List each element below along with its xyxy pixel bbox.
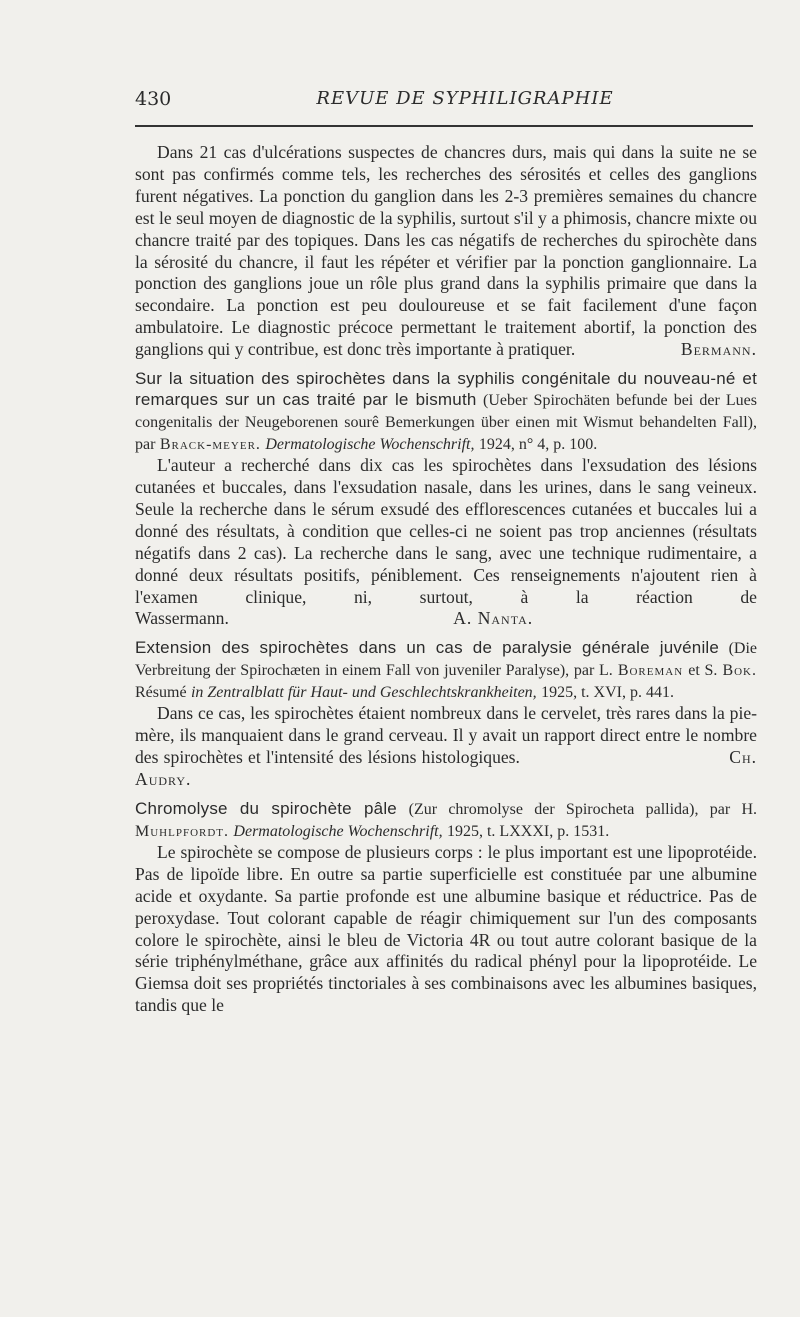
article-1-text: L'auteur a recherché dans dix cas les spirochètes dans l'exsudation des lésions cutanées et buccales, dans l'exsudation nasale, dans les urines, dans le sang veineux. Seule la recherche dans le sérum exsudé des efflorescences cutanées et buccales lui a donné des résultats, à condition que celles-ci ne soient pas trop anciennes (résultats négatifs dans 2 cas). La recherche dans le sang, avec une technique rudimentaire, a donné deux résultats positifs, péniblement. Ces renseignements n'ajoutent rien à l'examen clinique, ni, surtout, à la réaction de Wassermann. (135, 455, 757, 629)
article-2-title: Extension des spirochètes dans un cas de paralysie générale juvénile (135, 638, 720, 658)
intro-signature: Bermann. (680, 339, 757, 360)
header-rule (135, 125, 753, 127)
article-1-body (135, 455, 757, 630)
article-1-original-title: (Ueber Spirochäten befunde bei der Lues congenitalis der Neugeborenen sourê Bemerkungen über einen mit Wismut behandelten Fall), par (135, 392, 757, 454)
article-2-original-title: (Die Verbreitung der Spirochæten in einem Fall von juveniler Paralyse), par L. (135, 640, 758, 680)
page-body (135, 142, 757, 1017)
article-2-head (135, 637, 757, 703)
page-header (135, 88, 755, 118)
article-2-author-sep: et S. (688, 662, 718, 680)
intro-text: Dans 21 cas d'ulcérations suspectes de chancres durs, mais qui dans la suite ne se sont pas confirmés comme tels, les recherches des sérosités et celles des ganglions furent négatives. La ponction du ganglion dans les 2-3 premières semaines du chancre est le seul moyen de diagnostic de la syphilis, surtout s'il y a phimosis, chancre mixte ou chancre traité par des topiques. Dans les cas négatifs de recherches du spirochète dans la sérosité du chancre, il faut les répéter et vérifier par la ponction ganglionnaire. La ponction des ganglions joue un rôle plus grand dans la syphilis primaire que dans la secondaire. La ponction est peu douloureuse et se fait facilement d'une façon ambulatoire. Le diagnostic précoce permettant le traitement abortif, la ponction des ganglions qui y contribue, est donc très importante à pratiquer. (135, 142, 757, 360)
article-3-body (135, 842, 757, 1017)
article-3-head (135, 798, 757, 842)
intro-paragraph (135, 142, 757, 361)
article-2-text: Dans ce cas, les spirochètes étaient nombreux dans le cervelet, très rares dans la pie-mère, ils manquaient dans le grand cerveau. Il y avait un rapport direct entre le nombre des spirochètes et l'intensité des lésions histologiques. (135, 703, 757, 768)
article-2-author-1: Boreman (617, 662, 684, 680)
page-number: 430 (135, 88, 172, 110)
article-2-author-2: Bok. (722, 662, 757, 680)
article-3-text: Le spirochète se compose de plusieurs corps : le plus important est une lipoprotéide. Pas de lipoïde libre. En outre sa partie superficielle est constituée par une albumine acide et oxydante. Sa partie profonde est une albumine basique et réductrice. Pas de peroxydase. Tout colorant capable de réagir chimiquement sur l'un des composants colore le spirochète, ainsi le bleu de Victoria 4R ou tout autre colorant basique de la série triphénylméthane, grâce aux affinités du radical phényl pour la lipoprotéide. Le Giemsa doit ses propriétés tinctoriales à ses combinaisons avec les albumines basiques, tandis que le (135, 841, 757, 1016)
article-3 (135, 798, 757, 1017)
article-2-journal: in Zentralblatt für Haut- und Geschlechtskrankheiten, (190, 684, 537, 702)
article-1 (135, 368, 757, 630)
article-3-authors: Muhlpfordt. (135, 822, 230, 840)
article-1-head (135, 368, 757, 455)
article-1-signature: A. Nanta. (453, 608, 534, 629)
article-3-title: Chromolyse du spirochète pâle (135, 798, 397, 818)
article-1-journal: Dermatologische Wochenschrift, (265, 436, 475, 454)
article-1-citation: 1924, n° 4, p. 100. (478, 436, 598, 454)
article-3-journal: Dermatologische Wochenschrift, (233, 822, 443, 840)
article-2-summary-label: Résumé (135, 684, 187, 702)
article-2 (135, 637, 757, 791)
running-title: REVUE DE SYPHILIGRAPHIE (316, 88, 614, 109)
article-3-original-title: (Zur chromolyse der Spirocheta pallida), par H. (408, 800, 757, 818)
article-1-authors: Brack-meyer. (159, 436, 261, 454)
article-2-signature: Ch. Audry. (135, 747, 758, 790)
article-1-title: Sur la situation des spirochètes dans la syphilis congénitale du nouveau-né et remarques sur un cas traité par le bismuth (135, 369, 757, 410)
article-3-citation: 1925, t. LXXXI, p. 1531. (446, 822, 610, 840)
article-2-body (135, 703, 757, 791)
article-2-citation: 1925, t. XVI, p. 441. (541, 684, 674, 702)
